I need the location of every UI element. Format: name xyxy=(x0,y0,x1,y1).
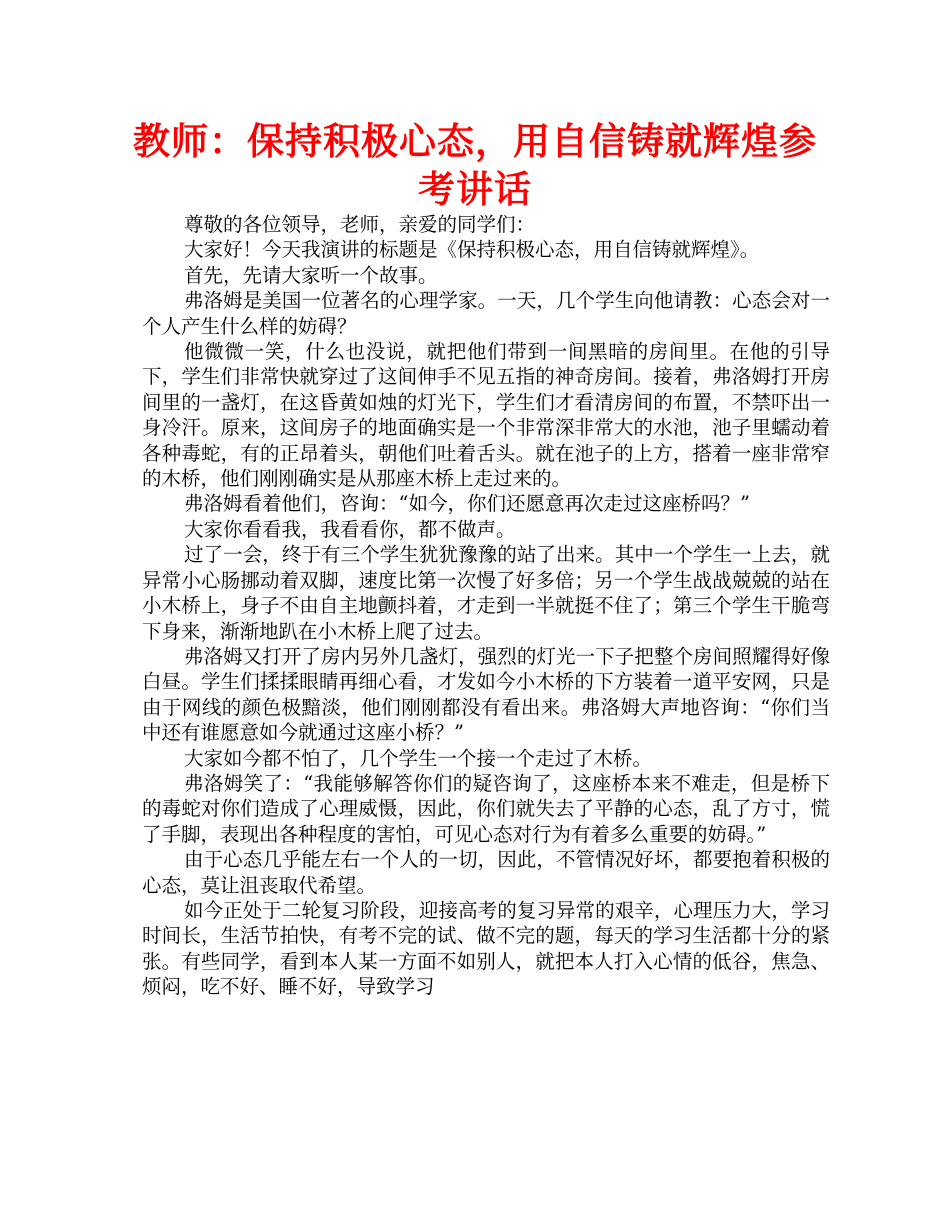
paragraph: 弗洛姆是美国一位著名的心理学家。一天，几个学生向他请教：心态会对一个人产生什么样的妨碍？ xyxy=(142,289,830,338)
paragraph-salutation: 尊敬的各位领导，老师，亲爱的同学们： xyxy=(184,213,536,236)
paragraph: 如今正处于二轮复习阶段，迎接高考的复习异常的艰辛，心理压力大，学习时间长，生活节拍快，有考不完的试、做不完的题，每天的学习生活都十分的紧张。有些同学，看到本人某一方面不如别人，就把本人打入心情的低谷，焦急、烦闷，吃不好、睡不好，导致学习 xyxy=(142,898,830,999)
paragraph: 大家你看看我，我看看你，都不做声。 xyxy=(184,517,516,541)
paragraph: 过了一会，终于有三个学生犹犹豫豫的站了出来。其中一个学生一上去，就异常小心肠挪动着双脚，速度比第一次慢了好多倍；另一个学生战战兢兢的站在小木桥上，身子不由自主地颤抖着，才走到一半就挺不住了；第三个学生干脆弯下身来，渐渐地趴在小木桥上爬了过去。 xyxy=(142,543,830,643)
paragraph: 弗洛姆又打开了房内另外几盏灯，强烈的灯光一下子把整个房间照耀得好像白昼。学生们揉揉眼睛再细心看，才发如今小木桥的下方装着一道平安网，只是由于网线的颜色极黯淡，他们刚刚都没有看出来。弗洛姆大声地咨询：“你们当中还有谁愿意如今就通过这座小桥？” xyxy=(142,644,830,745)
paragraph: 弗洛姆看着他们，咨询：“如今，你们还愿意再次走过这座桥吗？” xyxy=(184,492,750,516)
document-title: 教师：保持积极心态，用自信铸就辉煌参考讲话 xyxy=(133,120,817,211)
paragraph: 他微微一笑，什么也没说，就把他们带到一间黑暗的房间里。在他的引导下，学生们非常快就穿过了这间伸手不见五指的神奇房间。接着，弗洛姆打开房间里的一盏灯，在这昏黄如烛的灯光下，学生们才看清房间的布置，不禁吓出一身冷汗。原来，这间房子的地面确实是一个非常深非常大的水池，池子里蠕动着各种毒蛇，有的正昂着头，朝他们吐着舌头。就在池子的上方，搭着一座非常窄的木桥，他们刚刚确实是从那座木桥上走过来的。 xyxy=(142,340,830,491)
paragraph: 由于心态几乎能左右一个人的一切，因此，不管情况好坏，都要抱着积极的心态，莫让沮丧取代希望。 xyxy=(142,848,830,897)
paragraph-greeting: 大家好！今天我演讲的标题是《保持积极心态，用自信铸就辉煌》。 xyxy=(184,238,760,262)
paragraph: 大家如今都不怕了，几个学生一个接一个走过了木桥。 xyxy=(184,746,653,770)
paragraph-story-intro: 首先，先请大家听一个故事。 xyxy=(184,263,438,287)
document-body xyxy=(142,212,830,1000)
paragraph: 弗洛姆笑了：“我能够解答你们的疑咨询了，这座桥本来不难走，但是桥下的毒蛇对你们造成了心理威慑，因此，你们就失去了平静的心态，乱了方寸，慌了手脚，表现出各种程度的害怕，可见心态对行为有着多么重要的妨碍。” xyxy=(142,771,830,846)
